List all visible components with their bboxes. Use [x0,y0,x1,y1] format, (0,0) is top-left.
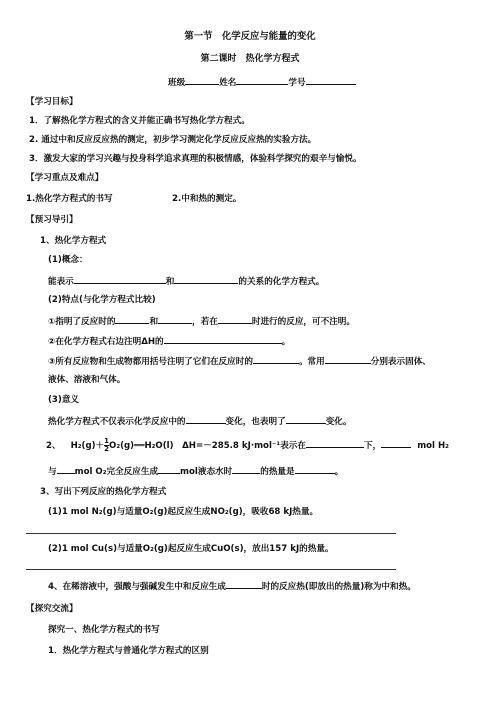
section-2-line [46,438,449,453]
feature-1-text-b: 和 [149,317,159,327]
equation-part-c: 下， [363,441,382,451]
answer-line-2 [26,569,396,570]
concept-text-b: 和 [165,277,175,287]
goal-item-3: 3．激发大家的学习兴趣与投身科学追求真理的积极情感，体验科学探究的艰辛与愉悦。 [29,154,362,164]
feature-2-blank [164,334,282,344]
feature-3-blank-2 [325,354,371,364]
section-4-text-a: 4、在稀溶液中，强酸与强碱发生中和反应生成 [48,582,226,592]
feature-2-line [48,334,290,348]
section-3-question-1: (1)1 mol N₂(g)与适量O₂(g)起反应生成NO₂(g)，吸收68 kJ热量。 [48,507,319,517]
fraction-numerator: 1 [104,437,110,445]
meaning-text-b: 变化，也表明了 [225,417,286,427]
lesson-title: 第二课时 热化学方程式 [200,54,300,64]
section-4-line [48,579,416,593]
name-label: 姓名 [219,78,237,88]
class-label: 班级 [168,78,186,88]
concept-text-c: 的关系的化学方程式。 [238,277,325,287]
feature-3-blank-1 [253,354,299,364]
section-2-text-a: 与 [48,467,57,477]
explore-item-1: 探究一、热化学方程式的书写 [48,625,160,635]
section-2-number: 2、 [46,441,61,451]
section-2-text-c: mol液态水时 [180,467,233,477]
feature-1-text-d: 时进行的反应，可不注明。 [251,317,355,327]
keypoint-1: 1.热化学方程式的书写 [26,194,113,204]
name-blank [236,75,288,85]
section-title: 第一节 化学反应与能量的变化 [184,31,316,42]
student-info-row [168,75,356,89]
feature-3-continued: 液体、溶液和气体。 [48,375,126,385]
feature-3-text-a: ③所有反应物和生成物都用括号注明了它们在反应时的 [48,357,253,367]
feature-1-line [48,314,355,328]
feature-1-blank-3 [218,314,252,324]
feature-1-blank-1 [115,314,149,324]
number-blank [306,75,356,85]
section-1-title: 1、热化学方程式 [40,236,107,246]
equation-part-a: H₂(g)＋ [70,441,105,451]
section-2-line-2 [48,464,343,478]
meaning-text-a: 热化学方程式不仅表示化学反应中的 [48,417,186,427]
concept-line [48,274,324,288]
answer-line-1 [26,533,396,534]
heat-amount-blank [295,464,335,474]
explore-item-2: 1．热化学方程式与普通化学方程式的区别 [48,646,209,656]
meaning-line [48,414,351,428]
goal-item-1: 1．了解热化学方程式的含义并能正确书写热化学方程式。 [29,116,250,126]
keypoint-2: 2.中和热的测定。 [172,194,242,204]
keypoints-heading: 【学习重点及难点】 [26,173,104,183]
concept-blank-2 [174,274,238,284]
condition-blank [306,438,364,448]
concept-label: (1)概念： [48,255,88,265]
section-4-text-b: 时的反应热(即放出的热量)称为中和热。 [261,582,416,592]
feature-3-text-b: 。常用 [298,357,325,367]
meaning-text-c: 变化。 [325,417,352,427]
feature-label: (2)特点(与化学方程式比较) [48,295,156,305]
h2-mol-blank [381,438,411,448]
feature-3-text-c: 分别表示固体、 [370,357,431,367]
concept-text-a: 能表示 [48,277,74,287]
section-4-blank [226,579,262,589]
equation-part-d: mol H₂ [417,441,449,451]
section-3-question-2: (2)1 mol Cu(s)与适量O₂(g)起反应生成CuO(s)，放出157 kJ的热量。 [48,544,334,554]
goal-item-2: 2. 通过中和反应反应热的测定，初步学习测定化学反应反应热的实验方法。 [29,135,317,145]
heat-direction-blank [232,464,260,474]
section-2-text-b: mol O₂完全反应生成 [74,467,159,477]
meaning-label: (3)意义 [48,395,80,405]
section-2-text-d: 的热量是 [260,467,295,477]
feature-1-text-a: ①指明了反应时的 [48,317,116,327]
feature-1-blank-2 [158,314,192,324]
concept-blank-1 [74,274,166,284]
preview-heading: 【预习导引】 [26,215,78,225]
feature-1-text-c: ，若在 [192,317,218,327]
fraction-denominator: 2 [104,445,110,453]
section-3-title: 3、写出下列反应的热化学方程式 [40,487,167,497]
number-label: 学号 [288,78,306,88]
feature-2-text-b: 。 [281,337,291,347]
o2-mol-blank [57,464,75,474]
equation-part-b: O₂(g)══H₂O(l) ΔH=－285.8 kJ·mol⁻¹表示在 [109,441,306,451]
explore-heading: 【探究交流】 [26,604,78,614]
feature-2-text-a: ②在化学方程式右边注明ΔH的 [48,337,164,347]
feature-3-line [48,354,431,368]
water-mol-blank [158,464,180,474]
class-blank [185,75,219,85]
meaning-blank-1 [186,414,226,424]
section-2-text-e: 。 [334,467,344,477]
meaning-blank-2 [286,414,326,424]
goals-heading: 【学习目标】 [26,97,78,107]
